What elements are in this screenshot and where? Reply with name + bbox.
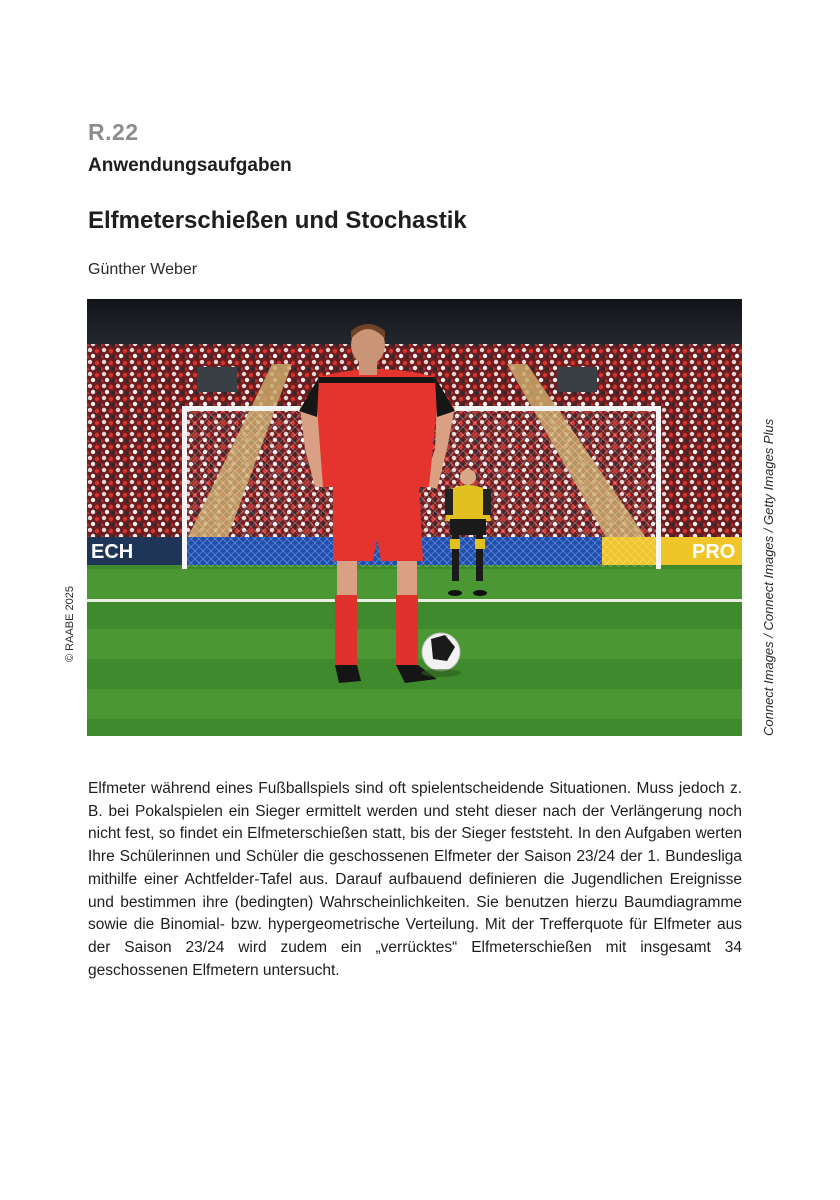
board-text-right: PRO	[692, 541, 736, 563]
section-label: Anwendungsaufgaben	[88, 155, 292, 176]
intro-paragraph: Elfmeter während eines Fußballspiels sind oft spielentscheidende Situationen. Muss jedoch z. B. bei Pokalspielen ein Sieger ermittelt werden und steht dieser nach der Verlängerung noch nicht fest, so findet ein Elfmeterschießen statt, bis der Sieger feststeht. In den Aufgaben werten Ihre Schülerinnen und Schüler die geschossenen Elfmeter der Saison 23/24 der 1. Bundesliga mithilfe einer Achtfelder-Tafel aus. Darauf aufbauend definieren die Jugendlichen Ereignisse und bestimmen ihre (bedingten) Wahrscheinlichkeiten. Sie benutzen hierzu Baumdiagramme sowie die Binomial- bzw. hypergeometrische Verteilung. Mit der Trefferquote für Elfmeter aus der Saison 23/24 wird zudem ein „verrücktes“ Elfmeterschießen mit insgesamt 34 geschossenen Elfmetern untersucht.	[88, 780, 742, 979]
image-credit: Connect Images / Connect Images / Getty Images Plus	[761, 418, 776, 736]
author-name: Günther Weber	[88, 261, 198, 278]
copyright-notice: © RAABE 2025	[64, 586, 76, 662]
board-text-left: ECH	[91, 541, 134, 563]
page-title: Elfmeterschießen und Stochastik	[88, 207, 467, 234]
page-code: R.22	[88, 119, 139, 145]
penalty-kick-photo	[87, 299, 742, 736]
